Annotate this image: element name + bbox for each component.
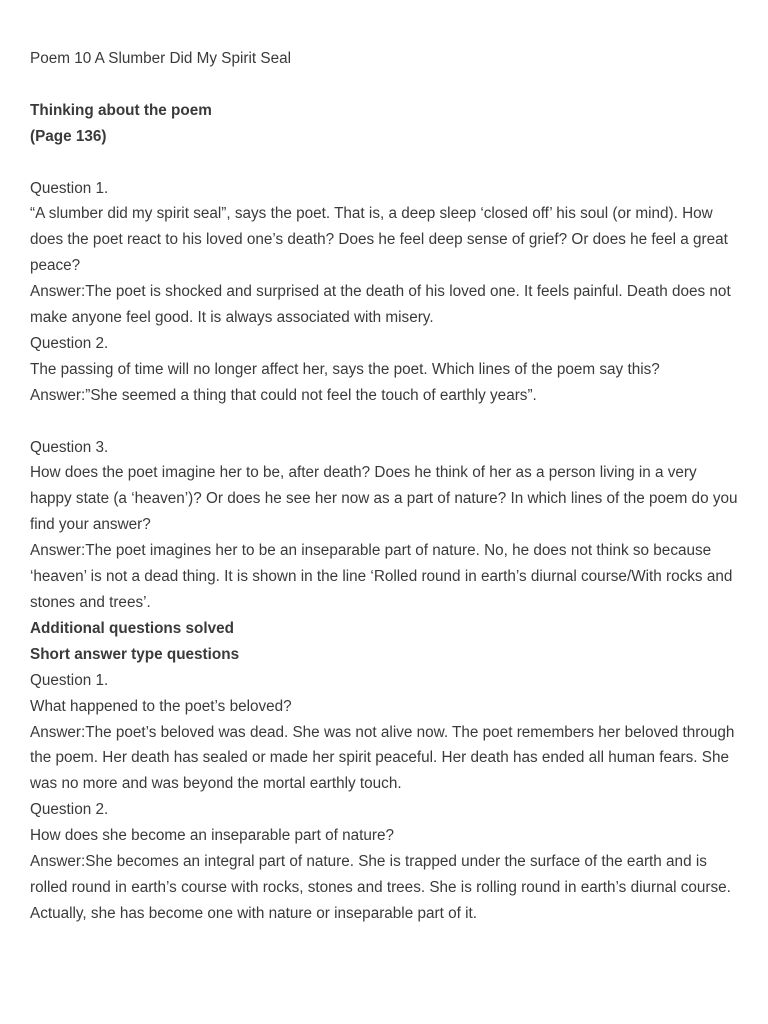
answer-text: Answer:The poet imagines her to be an inseparable part of nature. No, he does not think so because ‘heaven’ is not a dead thing. It is shown in the line ‘Rolled round in earth’s diurnal course/With rocks and stones and trees’.: [30, 542, 733, 611]
section-heading: Thinking about the poem: [30, 101, 212, 119]
question-text: How does she become an inseparable part of nature?: [30, 827, 394, 845]
spacer: [30, 409, 738, 435]
question-text: What happened to the poet’s beloved?: [30, 697, 292, 715]
answer-text: Answer:She becomes an integral part of nature. She is trapped under the surface of the earth and is rolled round in earth’s course with rocks, stones and trees. She is rolling round in earth’s diurnal course. Actually, she has become one with nature or inseparable part of it.: [30, 853, 731, 922]
question-label: Question 1.: [30, 179, 109, 197]
additional-heading: Additional questions solved: [30, 619, 234, 637]
answer-text: Answer:The poet’s beloved was dead. She was not alive now. The poet remembers her beloved through the poem. Her death has sealed or made her spirit peaceful. Her death has ended all human fears. She was no more and was beyond the mortal earthly touch.: [30, 723, 735, 793]
question-text: How does the poet imagine her to be, after death? Does he think of her as a person living in a very happy state (a ‘heaven’)? Or does he see her now as a part of nature? In which lines of the poem do you find your answer?: [30, 464, 738, 534]
answer-text: Answer:”She seemed a thing that could not feel the touch of earthly years”.: [30, 386, 537, 404]
question-label: Question 3.: [30, 438, 109, 456]
page-reference: (Page 136): [30, 127, 107, 145]
answer-text: Answer:The poet is shocked and surprised at the death of his loved one. It feels painful. Death does not make anyone feel good. It is always associated with misery.: [30, 283, 731, 327]
short-answer-heading: Short answer type questions: [30, 645, 240, 663]
spacer: [30, 150, 738, 176]
question-label: Question 2.: [30, 801, 109, 819]
question-text: The passing of time will no longer affect her, says the poet. Which lines of the poem say this?: [30, 360, 660, 378]
spacer: [30, 72, 738, 98]
question-label: Question 2.: [30, 334, 109, 352]
question-text: “A slumber did my spirit seal”, says the poet. That is, a deep sleep ‘closed off’ his soul (or mind). How does the poet react to his loved one’s death? Does he feel deep sense of grief? Or does he feel a great peace?: [30, 205, 728, 275]
question-label: Question 1.: [30, 671, 109, 689]
poem-title: Poem 10 A Slumber Did My Spirit Seal: [30, 50, 292, 67]
